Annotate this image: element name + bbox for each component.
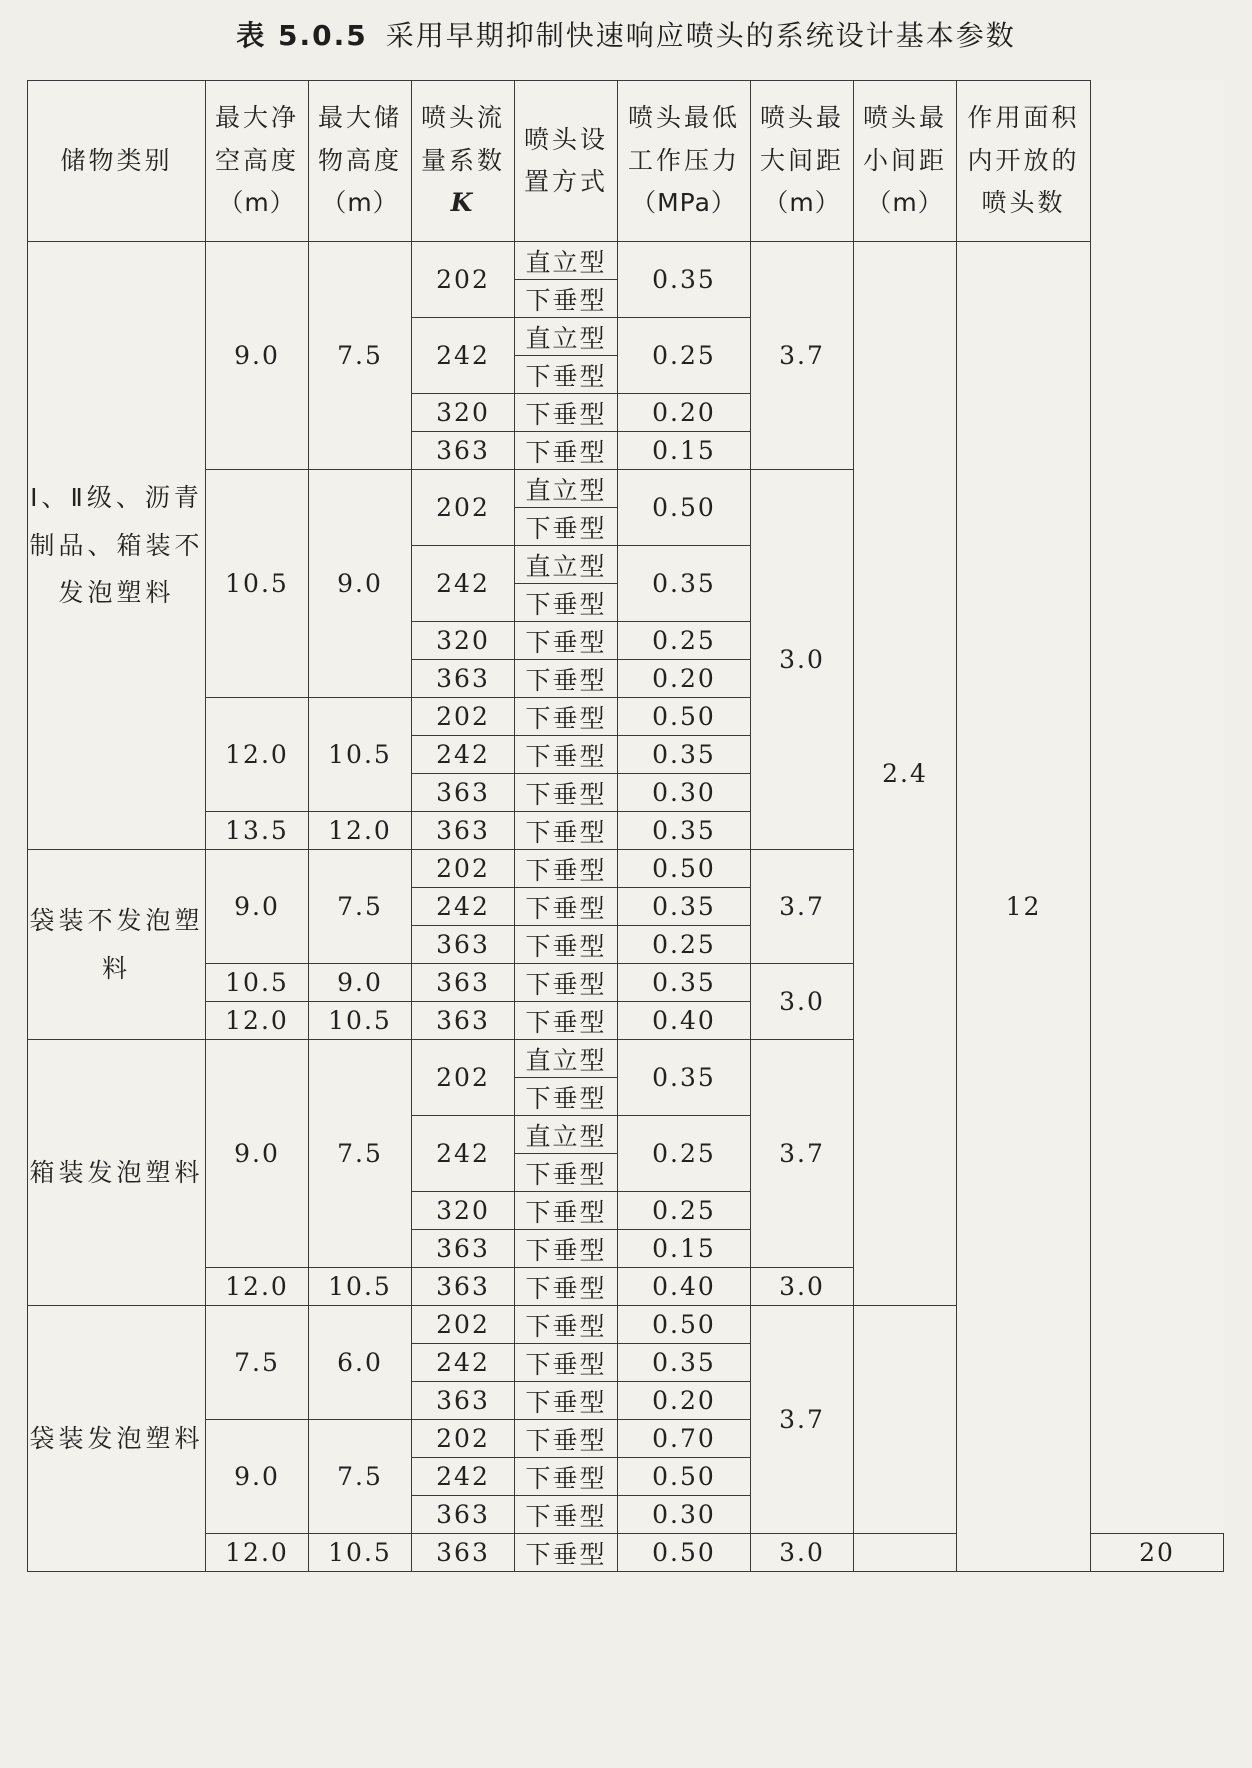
mode-cell: 下垂型: [515, 1154, 618, 1192]
k-cell: 242: [412, 888, 515, 926]
clear-height-cell: 12.0: [206, 1268, 309, 1306]
header-k-factor: 喷头流量系数 K: [412, 81, 515, 242]
min-spacing-cell: 2.4: [854, 242, 957, 1306]
table-number: 表 5.0.5: [236, 19, 368, 52]
k-cell: 363: [412, 432, 515, 470]
max-spacing-cell: 3.0: [751, 1268, 854, 1306]
k-cell: 202: [412, 1420, 515, 1458]
k-cell: 202: [412, 850, 515, 888]
mode-cell: 下垂型: [515, 1458, 618, 1496]
pressure-cell: 0.35: [618, 1344, 751, 1382]
clear-height-cell: 13.5: [206, 812, 309, 850]
category-cell: Ⅰ、Ⅱ级、沥青制品、箱装不发泡塑料: [28, 242, 206, 850]
max-spacing-cell: 3.7: [751, 850, 854, 964]
k-cell: 363: [412, 1382, 515, 1420]
mode-cell: 下垂型: [515, 850, 618, 888]
header-max-spacing: 喷头最大间距 （m）: [751, 81, 854, 242]
mode-cell: 下垂型: [515, 622, 618, 660]
pressure-cell: 0.50: [618, 1306, 751, 1344]
table-title: 采用早期抑制快速响应喷头的系统设计基本参数: [385, 19, 1016, 52]
mode-cell: 下垂型: [515, 698, 618, 736]
mode-cell: 下垂型: [515, 660, 618, 698]
mode-cell: 直立型: [515, 318, 618, 356]
mode-cell: 下垂型: [515, 774, 618, 812]
pressure-cell: 0.25: [618, 622, 751, 660]
mode-cell: 下垂型: [515, 1306, 618, 1344]
mode-cell: 下垂型: [515, 926, 618, 964]
pressure-cell: 0.35: [618, 546, 751, 622]
pressure-cell: 0.20: [618, 660, 751, 698]
k-cell: 242: [412, 1344, 515, 1382]
mode-cell: 下垂型: [515, 1382, 618, 1420]
k-cell: 363: [412, 1268, 515, 1306]
max-spacing-cell: 3.0: [751, 470, 854, 850]
clear-height-cell: 10.5: [206, 964, 309, 1002]
pressure-cell: 0.70: [618, 1420, 751, 1458]
storage-height-cell: 10.5: [309, 1002, 412, 1040]
mode-cell: 下垂型: [515, 888, 618, 926]
mode-cell: 直立型: [515, 470, 618, 508]
k-cell: 363: [412, 660, 515, 698]
header-open-heads: 作用面积内开放的喷头数: [957, 81, 1091, 242]
pressure-cell: 0.35: [618, 736, 751, 774]
pressure-cell: 0.25: [618, 1192, 751, 1230]
clear-height-cell: 9.0: [206, 1040, 309, 1268]
storage-height-cell: 10.5: [309, 698, 412, 812]
storage-height-cell: 7.5: [309, 1420, 412, 1534]
mode-cell: 下垂型: [515, 1534, 618, 1572]
header-pressure: 喷头最低工作压力 （MPa）: [618, 81, 751, 242]
k-cell: 202: [412, 698, 515, 736]
pressure-cell: 0.30: [618, 774, 751, 812]
pressure-cell: 0.50: [618, 1458, 751, 1496]
mode-cell: 直立型: [515, 546, 618, 584]
pressure-cell: 0.50: [618, 1534, 751, 1572]
clear-height-cell: 7.5: [206, 1306, 309, 1420]
storage-height-cell: 10.5: [309, 1268, 412, 1306]
k-cell: 363: [412, 774, 515, 812]
k-cell: 320: [412, 622, 515, 660]
header-clear-height: 最大净空高度 （m）: [206, 81, 309, 242]
k-cell: 363: [412, 1230, 515, 1268]
mode-cell: 下垂型: [515, 356, 618, 394]
clear-height-cell: 12.0: [206, 1534, 309, 1572]
storage-height-cell: 12.0: [309, 812, 412, 850]
category-cell: 袋装发泡塑料: [28, 1306, 206, 1572]
k-cell: 363: [412, 812, 515, 850]
header-storage-height: 最大储物高度 （m）: [309, 81, 412, 242]
category-cell: 箱装发泡塑料: [28, 1040, 206, 1306]
k-cell: 242: [412, 1458, 515, 1496]
storage-height-cell: 10.5: [309, 1534, 412, 1572]
pressure-cell: 0.50: [618, 850, 751, 888]
pressure-cell: 0.35: [618, 242, 751, 318]
storage-height-cell: 7.5: [309, 242, 412, 470]
k-cell: 363: [412, 1496, 515, 1534]
mode-cell: 下垂型: [515, 1192, 618, 1230]
k-cell: 320: [412, 1192, 515, 1230]
max-spacing-cell: 3.7: [751, 1040, 854, 1268]
mode-cell: 下垂型: [515, 964, 618, 1002]
mode-cell: 下垂型: [515, 280, 618, 318]
k-cell: 320: [412, 394, 515, 432]
mode-cell: 下垂型: [515, 1344, 618, 1382]
max-spacing-cell: 3.7: [751, 1306, 854, 1534]
mode-cell: 下垂型: [515, 1230, 618, 1268]
mode-cell: 下垂型: [515, 432, 618, 470]
max-spacing-cell: 3.0: [751, 964, 854, 1040]
mode-cell: 下垂型: [515, 584, 618, 622]
pressure-cell: 0.20: [618, 1382, 751, 1420]
clear-height-cell: 9.0: [206, 242, 309, 470]
table-caption: [0, 14, 1252, 54]
table-row: [28, 242, 1224, 280]
pressure-cell: 0.35: [618, 1040, 751, 1116]
category-cell: 袋装不发泡塑料: [28, 850, 206, 1040]
k-cell: 202: [412, 242, 515, 318]
clear-height-cell: 12.0: [206, 698, 309, 812]
clear-height-cell: 12.0: [206, 1002, 309, 1040]
open-heads-cell: 20: [1091, 1534, 1224, 1572]
k-cell: 363: [412, 1002, 515, 1040]
pressure-cell: 0.40: [618, 1002, 751, 1040]
pressure-cell: 0.50: [618, 698, 751, 736]
k-cell: 363: [412, 1534, 515, 1572]
k-cell: 242: [412, 546, 515, 622]
storage-height-cell: 9.0: [309, 964, 412, 1002]
mode-cell: 下垂型: [515, 1078, 618, 1116]
mode-cell: 下垂型: [515, 1496, 618, 1534]
pressure-cell: 0.40: [618, 1268, 751, 1306]
header-mounting: 喷头设置方式: [515, 81, 618, 242]
pressure-cell: 0.20: [618, 394, 751, 432]
pressure-cell: 0.35: [618, 888, 751, 926]
header-min-spacing: 喷头最小间距 （m）: [854, 81, 957, 242]
mode-cell: 直立型: [515, 1116, 618, 1154]
storage-height-cell: 6.0: [309, 1306, 412, 1420]
header-row: [28, 81, 1224, 242]
k-cell: 202: [412, 1306, 515, 1344]
mode-cell: 下垂型: [515, 812, 618, 850]
pressure-cell: 0.50: [618, 470, 751, 546]
storage-height-cell: 9.0: [309, 470, 412, 698]
max-spacing-cell: 3.0: [751, 1534, 854, 1572]
pressure-cell: 0.35: [618, 964, 751, 1002]
k-cell: 242: [412, 736, 515, 774]
header-category: 储物类别: [28, 81, 206, 242]
k-cell: 242: [412, 1116, 515, 1192]
mode-cell: 下垂型: [515, 736, 618, 774]
max-spacing-cell: 3.7: [751, 242, 854, 470]
storage-height-cell: 7.5: [309, 850, 412, 964]
storage-height-cell: 7.5: [309, 1040, 412, 1268]
pressure-cell: 0.30: [618, 1496, 751, 1534]
pressure-cell: 0.35: [618, 812, 751, 850]
clear-height-cell: 10.5: [206, 470, 309, 698]
pressure-cell: 0.25: [618, 926, 751, 964]
open-heads-cell: 12: [957, 242, 1091, 1572]
mode-cell: 下垂型: [515, 508, 618, 546]
pressure-cell: 0.25: [618, 1116, 751, 1192]
pressure-cell: 0.25: [618, 318, 751, 394]
k-cell: 202: [412, 470, 515, 546]
mode-cell: 下垂型: [515, 394, 618, 432]
k-cell: 363: [412, 926, 515, 964]
clear-height-cell: 9.0: [206, 1420, 309, 1534]
k-cell: 202: [412, 1040, 515, 1116]
pressure-cell: 0.15: [618, 1230, 751, 1268]
mode-cell: 下垂型: [515, 1268, 618, 1306]
mode-cell: 直立型: [515, 242, 618, 280]
k-cell: 242: [412, 318, 515, 394]
pressure-cell: 0.15: [618, 432, 751, 470]
mode-cell: 下垂型: [515, 1420, 618, 1458]
parameters-table: [27, 80, 1224, 1572]
mode-cell: 直立型: [515, 1040, 618, 1078]
clear-height-cell: 9.0: [206, 850, 309, 964]
k-cell: 363: [412, 964, 515, 1002]
mode-cell: 下垂型: [515, 1002, 618, 1040]
min-spacing-cell-empty: [854, 1534, 957, 1572]
